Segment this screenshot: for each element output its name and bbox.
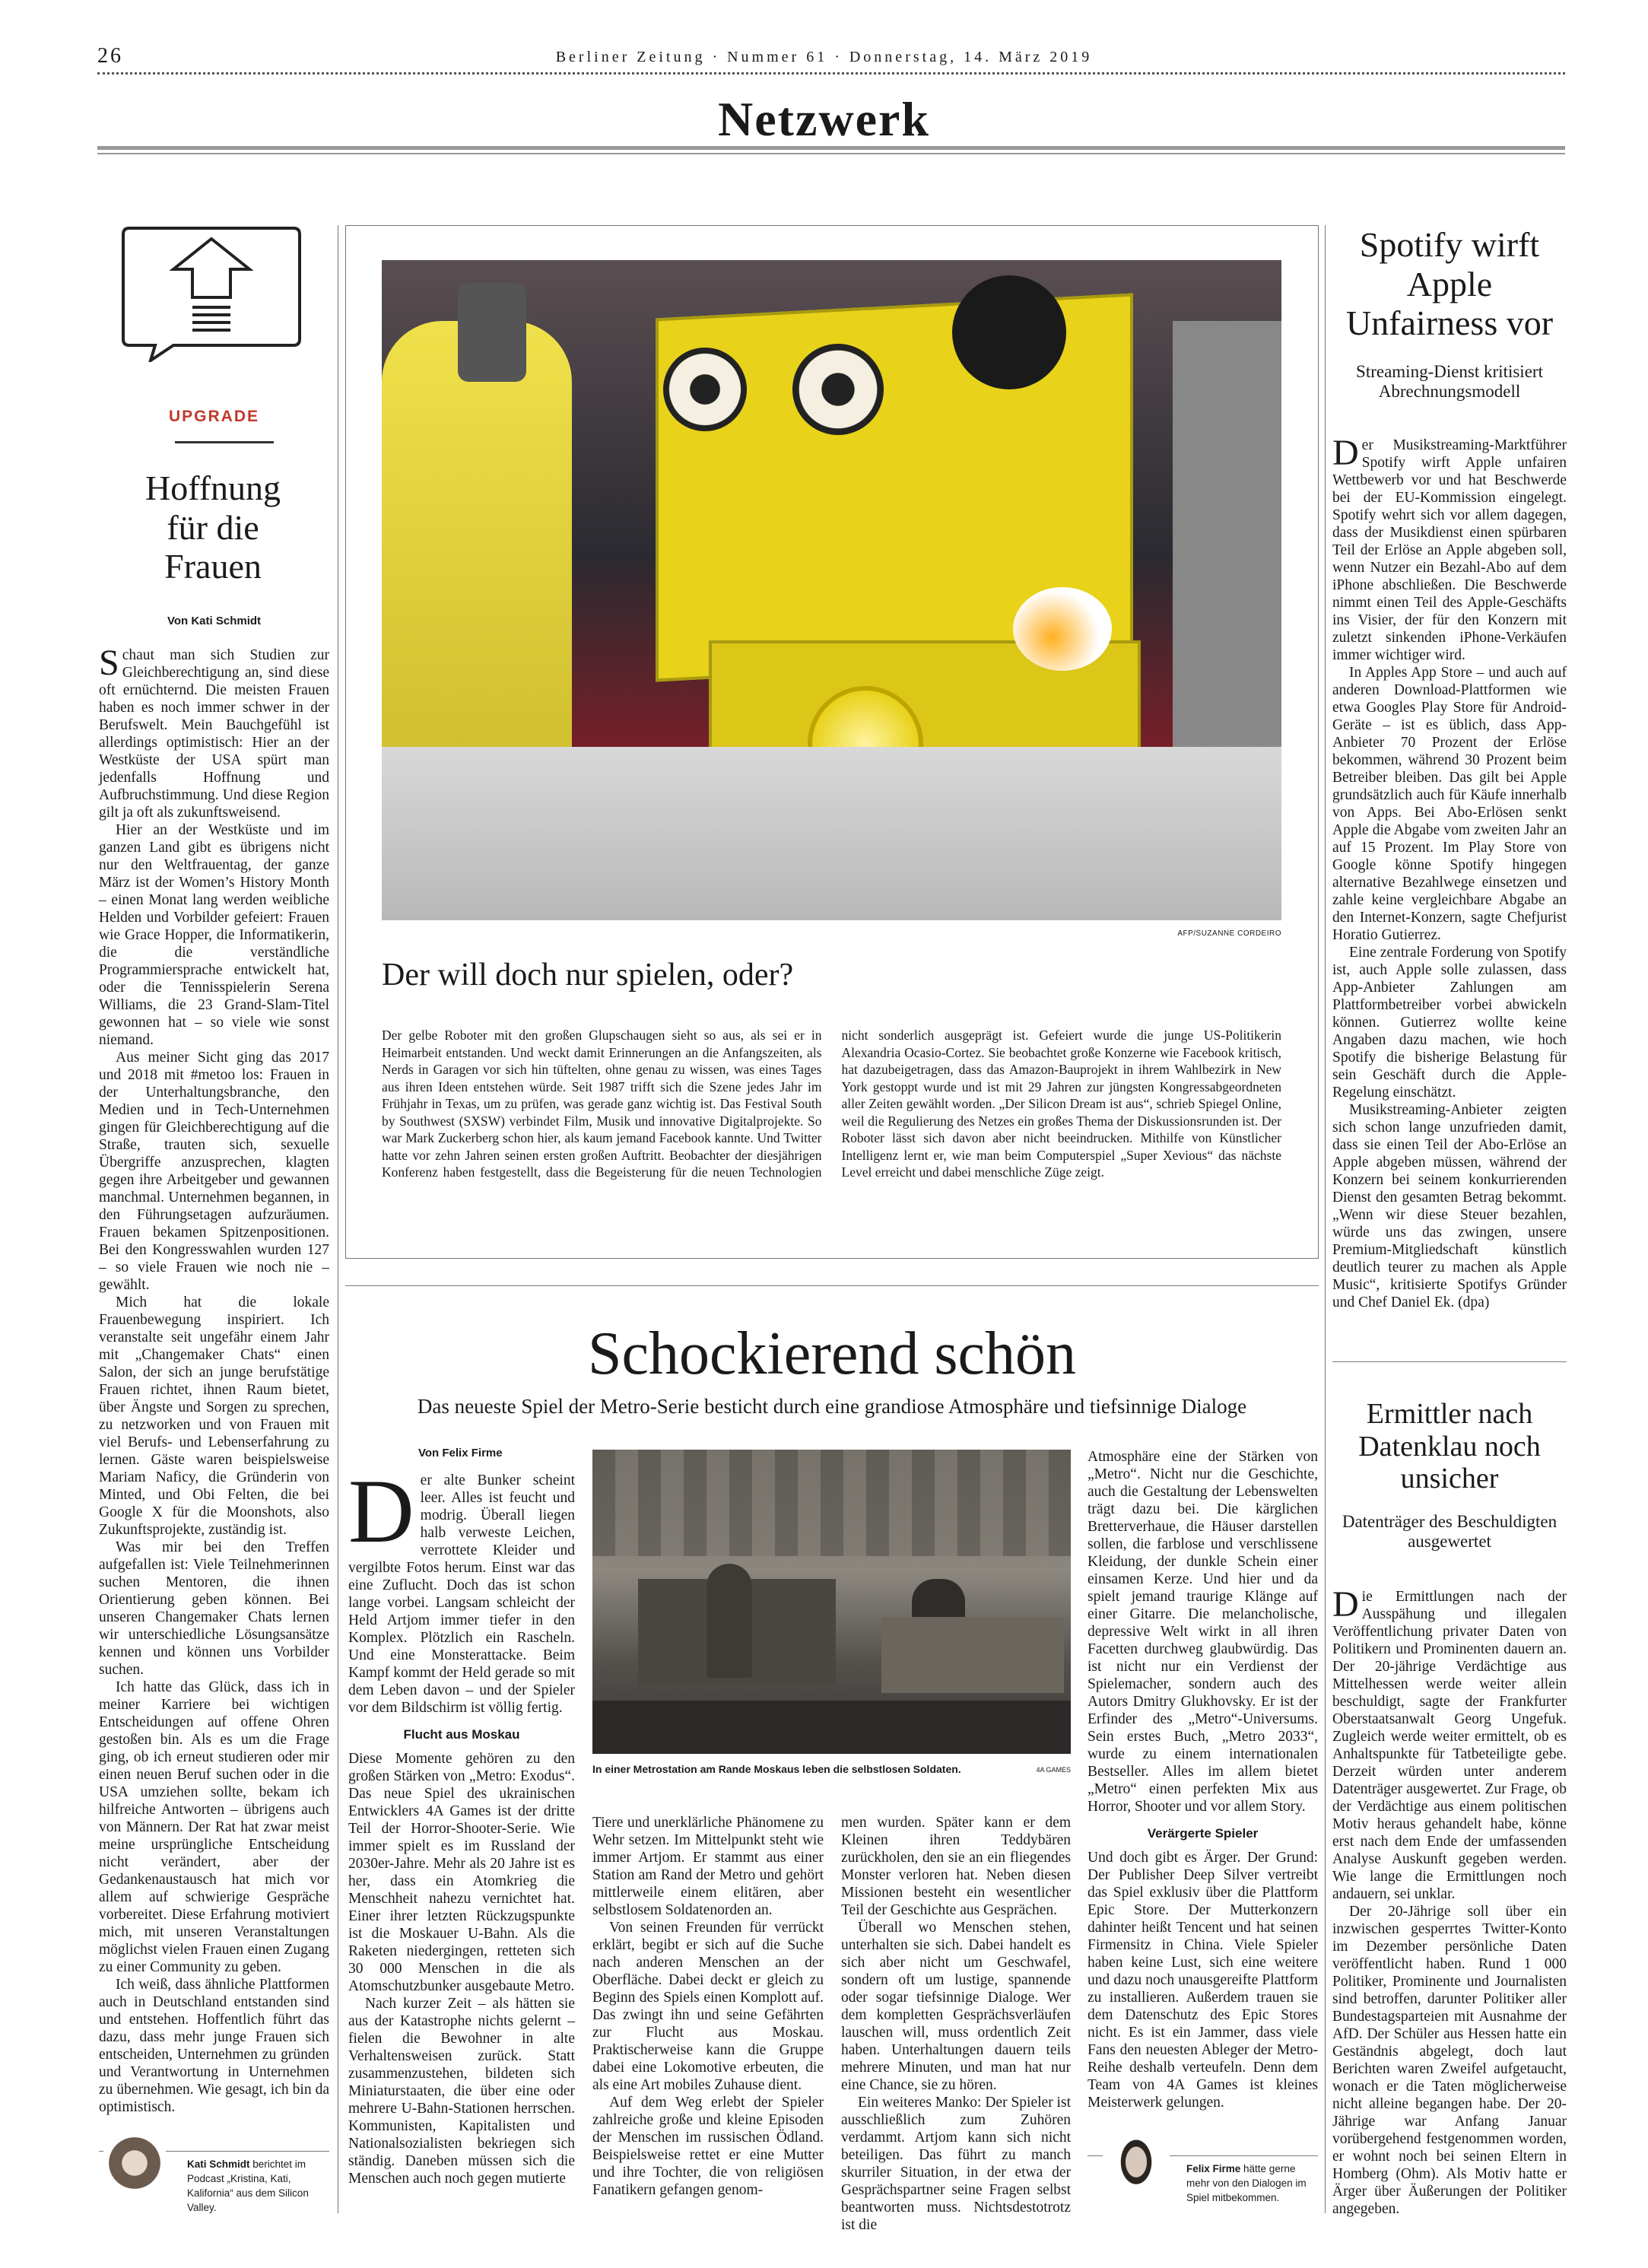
paragraph: Mich hat die lokale Frauenbewegung inspiriert. Ich veranstalte seit ungefähr einem Jahr mit „Changemaker Chats“ einen Salon, der sich an junge berufstätige Frauen richtet, ihnen Raum bietet, über Ängste und Sorgen zu sprechen, zu netzworken und von Frauen mit viel Berufs- und Lebenserfahrung zu lernen. Gäste waren beispielsweise Mariam Naficy, die Gründerin von Minted, und Obi Felten, die bei Google X für die Moonshots, also Zukunftsprojekte, zuständig ist. (99, 1294, 329, 1538)
paragraph: Die Ermittlungen nach der Ausspähung und illegalen Veröffentlichung privater Daten von Politikern und Prominenten dauern an. Der 20-jährige Verdächtige aus Mittelhessen werde weiter allein beschuldigt, sagte der Frankfurter Oberstaatsanwalt Georg Ungefuk. Zugleich werde weiter ermittelt, ob es Anhaltspunkte für Tatbeteiligte gebe. Derzeit würden unter anderem Datenträger ausgewertet. Zur Frage, ob der Verdächtige aus einem politischen Motiv heraus gehandelt habe, könne erst nach dem Ende der umfassenden Analyse Auskunft gegeben werden. Wie lange die Ermittlungen noch andauern, sei unklar. (1332, 1584, 1567, 1902)
robot-body: Der gelbe Roboter mit den großen Glupschaugen sieht so aus, als sei er in Heimarbeit entstanden. Und weckt damit Erinnerungen an die Anfangszeiten, als Nerds in Garagen vor sich hin tüftelten, ohne genau zu wissen, was eines Tages aus ihren Ideen entstehen würde. Seit 1987 trifft sich die Szene jedes Jahr im Frühjahr in Texas, um zu prüfen, was gerade ganz wichtig ist. Das Festival South by Southwest (SXSW) verbindet Film, Musik und innovative Digitalprojekte. So war Mark Zuckerberg schon hier, als kaum jemand Facebook kannte. Und Twitter hatte vor zehn Jahren seinen ersten großen Auftritt. Beobachter der diesjährigen Konferenz haben festgestellt, dass die Begeisterung für die neuen Technologien nicht sonderlich ausgeprägt ist. Gefeiert wurde die junge US-Politikerin Alexandria Ocasio-Cortez. Sie beobachtet große Konzerne wie Facebook kritisch, hat dazubeigetragen, dass das Amazon-Bauprojekt in ihrem Wahlbezirk in New York gestoppt wurde und ist mit 29 Jahren zur jüngsten Kongressabgeordneten aller Zeiten gewählt worden. „Der Silicon Dream ist aus“, schrieb Spiegel Online, weil die Regulierung des Netzes ein großes Thema der Diskussionsrunden ist. Der Roboter lässt sich davon aber nicht beeindrucken. Mithilfe von Künstlicher Intelligenz lernt er, wie man beim Computerspiel „Super Xevious“ das nächste Level erreicht und dabei menschliche Züge zeigt. (382, 1028, 1281, 1180)
metro-col-1 (348, 1447, 575, 2187)
paragraph: men wurden. Später kann er dem Kleinen ihren Teddybären zurückholen, den sie an ein fliegendes Monster verloren hat. Neben diesen Missionen besteht ein wesentlicher Teil der Geschichte aus Gesprächen. (841, 1815, 1071, 1918)
paragraph: Auf dem Weg erlebt der Spieler zahlreiche große und kleine Episoden der Menschen im russischen Ödland. Beispielsweise rettet er eine Mutter und ihre Tochter, die von religiösen Fanatikern gefangen genom- (592, 2095, 824, 2198)
robot-photo-credit: AFP/SUZANNE CORDEIRO (1177, 929, 1281, 938)
metro-col-2 (592, 1814, 824, 2199)
author-note: hätte gerne mehr von den Dialogen im Spiel mitbekommen. (1186, 2163, 1307, 2203)
author-name: Kati Schmidt (187, 2158, 250, 2170)
upgrade-icon (120, 225, 303, 362)
metro-col-3 (841, 1814, 1071, 2234)
paragraph: Der Musikstreaming-Marktführer Spotify wirft Apple unfairen Wettbewerb vor und hat Beschwerde bei der EU-Kommission eingelegt. Spotify wehrt sich vor allem dagegen, dass der Musikdienst einen spürbaren Teil der Erlöse an Apple abgeben soll, wenn Nutzer ein Bezahl-Abo auf dem iPhone abschließen. Die Beschwerde nimmt einen Teil des Apple-Geschäfts ins Visier, der für den Konzern mit zuletzt sinkenden iPhone-Verkäufen immer wichtiger wird. (1332, 433, 1567, 663)
metro-byline: Von Felix Firme (418, 1447, 503, 1460)
author-name: Felix Firme (1186, 2163, 1241, 2174)
datenklau-body (1332, 1584, 1567, 2218)
drop-cap: D (1332, 433, 1359, 473)
paragraph: Und doch gibt es Ärger. Der Grund: Der Publisher Deep Silver vertreibt das Spiel exklusiv über die Plattform Epic Store. Der Mutterkonzern dahinter heißt Tencent und hat seinen Firmensitz in China. Viele Spieler haben keine Lust, sich eine weitere und dazu noch unausgereifte Plattform zu installieren. Außerdem trauen sie dem Datenschutz des Epic Stores nicht. Es ist ein Jammer, dass viele Fans den neuesten Ableger der Metro-Reihe deshalb verteufeln. Denn dem Team von 4A Games ist kleines Meisterwerk gelungen. (1088, 1850, 1318, 2111)
paragraph: Ich hatte das Glück, dass ich in meiner Karriere bei wichtigen Entscheidungen auf offene Ohren gestoßen bin. Als es um die Frage ging, ob ich erneut studieren oder mir einen neuen Beruf suchen oder in die USA umziehen sollte, bekam ich hilfreiche Antworten – übrigens auch von Männern. Der Rat hat zwar meist meine ursprüngliche Entscheidung nicht verändert, aber der Gedankenaustausch hat mich vor allem auf schwierige Gespräche vorbereitet. Diese Erfahrung motiviert mich, mit unseren Veranstaltungen möglichst vielen Frauen einen Zugang zu einer Community zu geben. (99, 1679, 329, 1975)
drop-cap: D (1332, 1584, 1359, 1625)
datenklau-headline: Ermittler nach Datenklau noch unsicher (1358, 1398, 1541, 1495)
paragraph: Nach kurzer Zeit – als hätten sie aus der Katastrophe nichts gelernt – fielen die Bewohner in alte Verhaltensweisen zurück. Statt zusammenzustehen, bildeten sich Miniaturstaaten, die über eine oder mehrere U-Bahn-Stationen herrschen. Kommunisten, Kapitalisten und Nationalsozialisten bekriegen sich ständig. Daneben müssen sich die Menschen auch noch gegen mutierte (348, 1996, 575, 2187)
author-box (1088, 2130, 1318, 2213)
paragraph: Der 20-Jährige soll über ein inzwischen gesperrtes Twitter-Konto im Dezember persönliche Daten veröffentlicht haben. Rund 1 000 Politiker, Prominente und Journalisten sind betroffen, darunter Politiker aller Bundestagsparteien mit Ausnahme der AfD. Der Schüler aus Hessen hatte ein Geständnis abgelegt, doch laut Berichten waren Zweifel aufgetaucht, wonach er die Taten möglicherweise nicht alleine begangen habe. Der 20-Jährige war Anfang Januar vorübergehend festgenommen worden, er wohnt noch bei seinen Eltern in Homberg (Ohm). Als Motiv hatte er Ärger über Äußerungen der Politiker angegeben. (1332, 1904, 1567, 2217)
paragraph: Tiere und unerklärliche Phänomene zu Wehr setzen. Im Mittelpunkt steht wie immer Artjom. Er stammt aus einer Station am Rand der Metro und gehört mittlerweile einem elitären, aber selbstlosem Soldatenorden an. (592, 1815, 824, 1918)
page-number: 26 (97, 44, 123, 68)
metro-photo (592, 1450, 1071, 1754)
drop-cap: D (348, 1460, 414, 1561)
metro-headline: Schockierend schön (587, 1320, 1077, 1387)
robot-headline: Der will doch nur spielen, oder? (382, 958, 794, 993)
paragraph: Was mir bei den Treffen aufgefallen ist: Viele Teilnehmerinnen suchen Mentoren, die ihnen Orientierung geben können. Bei unseren Changemaker Chats lernen wir unterschiedliche Lösungsansätze kennen und können uns Vorbilder suchen. (99, 1539, 329, 1678)
metro-subheadline: Das neueste Spiel der Metro-Serie besticht durch eine grandiose Atmosphäre und tiefsinnige Dialoge (417, 1395, 1247, 1418)
story-divider (1332, 1361, 1567, 1362)
metro-photo-credit: 4A GAMES (1036, 1766, 1071, 1774)
datenklau-subheadline: Datenträger des Beschuldigten ausgewertet (1342, 1512, 1558, 1551)
paragraph: Aus meiner Sicht ging das 2017 und 2018 mit #metoo los: Frauen in der Unterhaltungsbranche, den Medien und in Tech-Unternehmen gingen für Gleichberechtigung auf die Straße, trauten sich, sexuelle Übergriffe anzusprechen, klagten gegen ihre Arbeitgeber und gewannen manchmal. Unternehmen begannen, in den Führungsetagen aufzuräumen. Frauen bekamen Spitzenpositionen. Bei den Kongresswahlen wurden 127 – so viele Frauen wie noch nie – gewählt. (99, 1050, 329, 1293)
spotify-body (1332, 433, 1567, 1311)
upgrade-headline: Hoffnung für die Frauen (144, 469, 281, 586)
paragraph: Überall wo Menschen stehen, unterhalten sie sich. Dabei handelt es sich aber nicht um Geschwafel, sondern oft um lustige, spannende oder sogar tiefsinnige Dialoge. Wer dem kompletten Gesprächsverläufen lauschen will, muss ordentlich Zeit haben. Unterhaltungen dauern teils mehrere Minuten, und man hat nur eine Chance, sie zu hören. (841, 1920, 1071, 2093)
author-box (99, 2130, 329, 2213)
paragraph: Musikstreaming-Anbieter zeigten sich schon lange unzufrieden damit, dass sie einen Teil der Abo-Erlöse an Apple abgeben müssen, während der Konzern bei seinem konkurrierenden Dienst den gesamten Betrag bekommt. „Wenn wir diese Steuer bezahlen, würde uns das zwingen, unsere Premium-Mitgliedschaft künstlich deutlich teurer zu machen als Apple Music“, kritisierte Spotifys Gründer und Chef Daniel Ek. (dpa) (1332, 1102, 1567, 1310)
kicker-upgrade: UPGRADE (168, 408, 259, 425)
author-photo (103, 2134, 166, 2210)
metro-col-4 (1088, 1448, 1318, 2111)
spotify-subheadline: Streaming-Dienst kritisiert Abrechnungsmodell (1356, 362, 1543, 401)
paragraph: Ein weiteres Manko: Der Spieler ist ausschließlich zum Zuhören verdammt. Artjom kann sich nicht beteiligen. Das führt zu manch skurriler Situation, in der etwa der Gesprächspartner seine Fragen selbst beantworten muss. Nichtsdestotrotz ist die (841, 2095, 1071, 2233)
column-divider (1325, 225, 1326, 2213)
upgrade-byline: Von Kati Schmidt (167, 615, 262, 627)
paragraph: Schaut man sich Studien zur Gleichberechtigung an, sind diese oft ernüchternd. Die meisten Frauen haben es noch immer schwer in der Berufswelt. Mein Bauchgefühl ist allerdings optimistisch: Hier an der Westküste der USA spürt man jedenfalls Hoffnung und Aufbruchstimmung. Und diese Region gilt ja oft als zukunftsweisend. (99, 643, 329, 821)
kicker-rule (175, 441, 274, 443)
author-note: berichtet im Podcast „Kristina, Kati, Kalifornia“ aus dem Silicon Valley. (187, 2158, 309, 2213)
metro-photo-caption: In einer Metrostation am Rande Moskaus leben die selbstlosen Soldaten. (592, 1763, 961, 1775)
upgrade-body (99, 643, 329, 2116)
section-rule (97, 146, 1565, 150)
section-title: Netzwerk (718, 92, 930, 146)
paragraph: Von seinen Freunden für verrückt erklärt, begibt er sich auf die Suche nach anderen Menschen an der Oberfläche. Dabei deckt er gleich zu Beginn des Spiels einen Komplott auf. Das zwingt ihn und seine Gefährten zur Flucht aus Moskau. Praktischerweise kann die Gruppe dabei eine Lokomotive erbeuten, die als eine Art mobiles Zuhause dient. (592, 1920, 824, 2093)
drop-cap: S (99, 643, 119, 683)
issue-line: Berliner Zeitung · Nummer 61 · Donnerstag, 14. März 2019 (555, 49, 1093, 65)
metro-subhead-1: Flucht aus Moskau (403, 1727, 520, 1742)
paragraph: Ich weiß, dass ähnliche Plattformen auch in Deutschland entstanden sind und entstehen. Hoffentlich führt das dazu, dass mehr junge Frauen sich entscheiden, Unternehmen zu gründen und Verantwortung in Unternehmen zu übernehmen. Wie gesagt, ich bin da optimistisch. (99, 1977, 329, 2115)
robot-photo (382, 260, 1281, 920)
metro-subhead-2: Verärgerte Spieler (1147, 1826, 1259, 1841)
paragraph: Eine zentrale Forderung von Spotify ist, auch Apple solle zulassen, dass App-Anbieter Zahlungen am Plattformbetreiber vorbei abwickeln können. Gutierrez wollte keine Angaben dazu machen, wie hoch Spotify die bisherige Belastung für sein Geschäft durch die Apple-Regelung einschätzt. (1332, 945, 1567, 1101)
dotted-rule (97, 72, 1565, 75)
paragraph: Atmosphäre eine der Stärken von „Metro“. Nicht nur die Geschichte, auch die Gestaltung der Lebenswelten trägt dazu bei. Die kärglichen Bretterverhaue, die Häuser darstellen sollen, die farblose und verschlissene Kleidung, der dunkle Schein einer einsamen Kerze. Und hier und da spielt jemand traurige Klänge auf einer Gitarre. Die melancholische, depressive Welt wirkt in all ihren Facetten durchweg glaubwürdig. Das ist nicht nur ein Verdienst der Spielemacher, sondern auch des Autors Dmitry Glukhovsky. Er ist der Erfinder des „Metro“-Universums. Sein erstes Buch, „Metro 2033“, wurde zu einem internationalen Bestseller. Alles im allem bietet „Metro“ einen perfekten Mix aus Horror, Shooter und vor allem Story. (1088, 1449, 1318, 1815)
paragraph: Diese Momente gehören zu den großen Stärken von „Metro: Exodus“. Das neue Spiel des ukrainischen Entwicklers 4A Games ist der dritte Teil der Horror-Shooter-Serie. Wie immer spielt es im Russland der 2030er-Jahre. Mehr als 20 Jahre ist es her, dass ein Atomkrieg die Menschheit nahezu vernichtet hat. Einer ihrer letzten Rückzugspunkte ist die Moskauer U-Bahn. Als die Raketen niedergingen, retteten sich 30 000 Menschen in die als Atomschutzbunker ausgebaute Metro. (348, 1751, 575, 1994)
metro-top-rule (345, 1285, 1319, 1286)
spotify-headline: Spotify wirft Apple Unfairness vor (1345, 225, 1554, 343)
paragraph: In Apples App Store – und auch auf anderen Download-Plattformen wie etwa Googles Play Store für Android-Geräte – ist es üblich, dass App-Anbieter 70 Prozent der Erlöse bekommen, während 30 Prozent beim Betreiber bleiben. Das gilt bei Apple grundsätzlich auch für Käufe innerhalb von Apps. Bei Abo-Erlösen senkt Apple die Abgabe vom zweiten Jahr an auf 15 Prozent. Im Play Store von Google könne Spotify hingegen alternative Bezahlwege einsetzen und zahle keine vergleichbare Abgabe an den Internet-Konzern, sagte Chefjurist Horatio Gutierrez. (1332, 665, 1567, 943)
author-photo (1103, 2137, 1170, 2210)
metro-intro: Der alte Bunker scheint leer. Alles ist feucht und modrig. Überall liegen halb verweste Leichen, verrottete Kleider und vergilbte Fotos herum. Einst war das eine Zuflucht. Doch das ist schon lange vorbei. Langsam schleicht der Held Artjom immer tiefer in den Komplex. Plötzlich ein Rascheln. Und eine Monsterattacke. Beim Kampf kommt der Held gerade so mit dem Leben davon – und der Spieler vor dem Bildschirm ist völlig fertig. (348, 1460, 575, 1716)
paragraph: Hier an der Westküste und im ganzen Land gibt es übrigens nicht nur den Weltfrauentag, der ganze März ist der Women’s History Month – einen Monat lang werden weibliche Helden und Vorbilder gefeiert: Frauen wie Grace Hopper, die Informatikerin, die die verständliche Programmiersprache entwickelt hat, oder die Tennisspielerin Serena Williams, die 23 Grand-Slam-Titel gewonnen hat – so viele wie sonst niemand. (99, 822, 329, 1048)
section-rule (97, 153, 1565, 154)
